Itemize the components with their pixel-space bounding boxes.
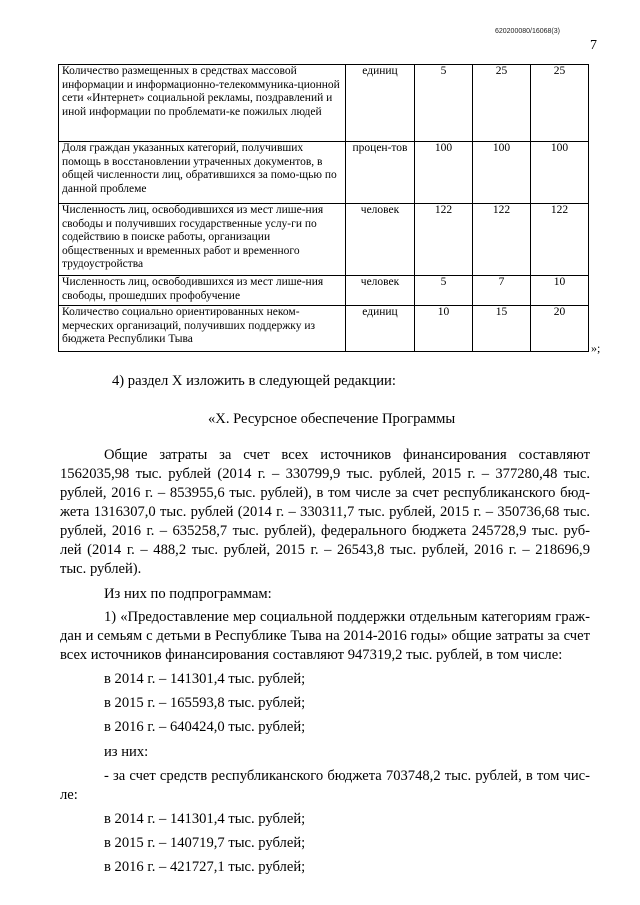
paragraph-line: лей (2014 г. – 488,2 тыс. рублей, 2015 г. – 26543,8 тыс. рублей, 2016 г. – 218696,9 [60,542,590,558]
value-2014: 122 [415,204,473,276]
year-line: в 2015 г. – 165593,8 тыс. рублей; [104,695,306,711]
year-line: в 2014 г. – 141301,4 тыс. рублей; [104,811,306,827]
value-2015: 7 [473,276,531,306]
year-line: в 2015 г. – 140719,7 тыс. рублей; [104,835,306,851]
value-2015: 122 [473,204,531,276]
value-2016: 25 [531,65,589,142]
item-4-text: 4) раздел Х изложить в следующей редакции: [112,373,396,389]
value-2016: 20 [531,306,589,352]
indicators-table [58,64,589,352]
indicator-name: Количество размещенных в средствах массовой информации и информационно-телекоммуника-ционной сети «Интернет» социальной рекламы, поздравлений и иной информации по проблемати-ке пожилых людей [59,65,346,142]
closing-quote: »; [591,341,601,355]
value-2015: 100 [473,142,531,204]
indicator-unit: единиц [346,306,415,352]
document-code: 620200080/16068(3) [494,28,560,35]
paragraph-line: всех источников финансирования составляют 947319,2 тыс. рублей, в том числе: [60,647,563,663]
value-2016: 100 [531,142,589,204]
indicator-unit: единиц [346,65,415,142]
paragraph-line: жета 1316307,0 тыс. рублей (2014 г. – 330311,7 тыс. рублей, 2015 г. – 350736,68 тыс. [60,504,590,520]
value-2015: 25 [473,65,531,142]
year-line: в 2016 г. – 421727,1 тыс. рублей; [104,859,306,875]
section-title: «X. Ресурсное обеспечение Программы [208,411,456,427]
indicator-unit: человек [346,276,415,306]
paragraph-line: ле: [60,787,78,803]
page-number: 7 [590,38,597,53]
value-2015: 15 [473,306,531,352]
table-row [59,204,589,276]
value-2014: 100 [415,142,473,204]
paragraph-line: Общие затраты за счет всех источников финансирования составляют [104,447,590,463]
table-row [59,276,589,306]
value-2014: 5 [415,65,473,142]
subprograms-intro: Из них по подпрограммам: [104,586,272,602]
value-2014: 5 [415,276,473,306]
paragraph-line: 1562035,98 тыс. рублей (2014 г. – 330799,9 тыс. рублей, 2015 г. – 377280,48 тыс. [60,466,590,482]
of-them-label: из них: [104,744,149,760]
indicator-name: Численность лиц, освободившихся из мест лише-ния свободы и получивших государственные услу-ги по содействию в поиске работы, организации общественных и временных работ и временного трудоустройства [59,204,346,276]
table-row [59,65,589,142]
indicator-name: Количество социально ориентированных неком-мерческих организаций, получивших поддержку из бюджета Республики Тыва [59,306,346,352]
indicator-name: Численность лиц, освободившихся из мест лише-ния свободы, прошедших профобучение [59,276,346,306]
value-2016: 122 [531,204,589,276]
year-line: в 2016 г. – 640424,0 тыс. рублей; [104,719,306,735]
paragraph-line: 1) «Предоставление мер социальной поддержки отдельным категориям граж- [104,609,590,625]
paragraph-line: дан и семьям с детьми в Республике Тыва на 2014-2016 годы» общие затраты за счет [60,628,590,644]
value-2014: 10 [415,306,473,352]
paragraph-line: - за счет средств республиканского бюджета 703748,2 тыс. рублей, в том чис- [104,768,590,784]
indicator-unit: человек [346,204,415,276]
indicator-unit: процен-тов [346,142,415,204]
table-row [59,306,589,352]
paragraph-line: тыс. рублей). [60,561,142,577]
paragraph-line: рублей, 2016 г. – 853955,6 тыс. рублей), в том числе за счет республиканского бюд- [60,485,590,501]
paragraph-line: рублей, 2016 г. – 635258,7 тыс. рублей), федерального бюджета 245728,9 тыс. руб- [60,523,590,539]
year-line: в 2014 г. – 141301,4 тыс. рублей; [104,671,306,687]
table-row [59,142,589,204]
value-2016: 10 [531,276,589,306]
indicator-name: Доля граждан указанных категорий, получивших помощь в восстановлении утраченных документов, в общей численности лиц, обратившихся за помо-щью по данной проблеме [59,142,346,204]
